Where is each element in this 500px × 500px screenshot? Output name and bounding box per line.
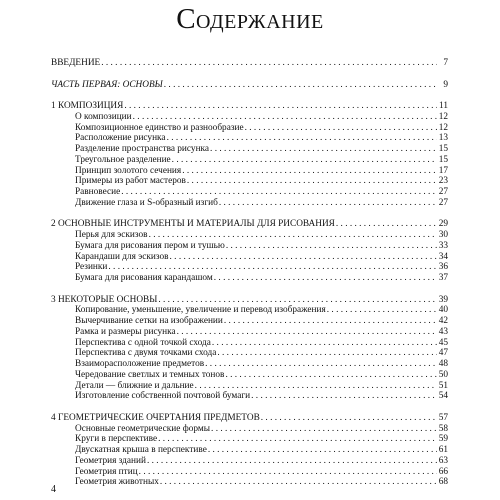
toc-entry-sub[interactable] xyxy=(51,133,448,144)
page-number: 4 xyxy=(51,484,56,495)
toc-entry-title: Резинки xyxy=(75,262,108,273)
toc-entry-sub[interactable] xyxy=(51,198,448,209)
toc-dot-leader xyxy=(160,477,437,488)
toc-entry-title: Детали — ближние и дальние xyxy=(75,380,194,391)
toc-dot-leader xyxy=(251,391,437,402)
toc-dot-leader xyxy=(158,434,437,445)
toc-dot-leader xyxy=(214,273,437,284)
toc-spacer xyxy=(51,209,448,220)
toc-entry-title: ЧАСТЬ ПЕРВАЯ: ОСНОВЫ xyxy=(51,79,163,90)
toc-entry-sub[interactable] xyxy=(51,445,448,456)
toc-dot-leader xyxy=(133,112,437,123)
toc-entry-sub[interactable] xyxy=(51,112,448,123)
toc-dot-leader xyxy=(195,381,437,392)
toc-entry-sub[interactable] xyxy=(51,434,448,445)
toc-dot-leader xyxy=(210,144,437,155)
toc-entry-page: 12 xyxy=(438,111,448,122)
page-title: Содержание xyxy=(176,3,324,35)
toc-entry-title: О композиции xyxy=(75,111,132,122)
toc-entry-title: ВВЕДЕНИЕ xyxy=(51,58,101,68)
toc-entry-chapter[interactable] xyxy=(51,219,448,230)
toc-dot-leader xyxy=(217,348,437,359)
toc-entry-sub[interactable] xyxy=(51,273,448,284)
toc-entry-title: Перспектива с одной точкой схода xyxy=(75,337,211,348)
toc-entry-title: 2 ОСНОВНЫЕ ИНСТРУМЕНТЫ И МАТЕРИАЛЫ ДЛЯ РИСОВАНИЯ xyxy=(51,219,335,230)
toc-entry-sub[interactable] xyxy=(51,456,448,467)
toc-entry-page: 42 xyxy=(438,316,448,326)
toc-entry-page: 50 xyxy=(438,369,448,380)
toc-entry-sub[interactable] xyxy=(51,305,448,316)
toc-entry-sub[interactable] xyxy=(51,187,448,198)
toc-entry-title: Основные геометрические формы xyxy=(75,423,211,434)
toc-entry-sub[interactable] xyxy=(51,176,448,187)
toc-dot-leader xyxy=(101,58,437,69)
toc-entry-page: 45 xyxy=(438,337,448,348)
toc-dot-leader xyxy=(164,80,437,91)
toc-entry-sub[interactable] xyxy=(51,359,448,370)
toc-entry-page: 13 xyxy=(438,133,448,144)
toc-entry-page: 57 xyxy=(438,412,448,423)
toc-entry-sub[interactable] xyxy=(51,123,448,134)
toc-dot-leader xyxy=(177,327,437,338)
toc-entry-page: 37 xyxy=(438,273,448,283)
toc-entry-page: 34 xyxy=(438,251,448,262)
toc-dot-leader xyxy=(147,456,437,467)
toc-entry-page: 61 xyxy=(438,445,448,455)
toc-entry-title: Примеры из работ мастеров xyxy=(75,176,186,187)
toc-entry-title: Чередование светлых и темных тонов xyxy=(75,369,225,380)
toc-entry-page: 9 xyxy=(443,79,448,90)
toc-dot-leader xyxy=(187,176,437,187)
toc-dot-leader xyxy=(336,219,437,230)
toc-entry-page: 48 xyxy=(438,359,448,369)
toc-entry-title: Композиционное единство и разнообразие xyxy=(75,122,244,133)
toc-entry-page: 51 xyxy=(438,380,448,391)
toc-entry-title: 4 ГЕОМЕТРИЧЕСКИЕ ОЧЕРТАНИЯ ПРЕДМЕТОВ xyxy=(51,412,260,423)
toc-entry-title: Движение глаза и S-образный изгиб xyxy=(75,197,218,208)
toc-entry-page: 66 xyxy=(438,466,448,477)
toc-spacer xyxy=(51,402,448,413)
toc-dot-leader xyxy=(170,252,437,263)
toc-entry-title: Бумага для рисования карандашом xyxy=(75,273,213,283)
toc-entry-page: 29 xyxy=(438,219,448,230)
toc-entry-title: Изготовление собственной почтовой бумаги xyxy=(75,391,251,402)
toc-entry-page: 54 xyxy=(438,391,448,402)
toc-dot-leader xyxy=(208,445,437,456)
toc-dot-leader xyxy=(225,370,437,381)
toc-entry-sub[interactable] xyxy=(51,338,448,349)
toc-entry-page: 15 xyxy=(438,144,448,154)
toc-dot-leader xyxy=(172,155,437,166)
toc-entry-page: 47 xyxy=(438,348,448,359)
toc-entry-page: 33 xyxy=(438,240,448,251)
toc-dot-leader xyxy=(212,338,437,349)
toc-entry-title: Бумага для рисования пером и тушью xyxy=(75,240,225,251)
toc-entry-title: Принцип золотого сечения xyxy=(75,165,182,176)
toc-dot-leader xyxy=(226,241,437,252)
toc-dot-leader xyxy=(182,166,437,177)
toc-entry-page: 58 xyxy=(438,423,448,434)
toc-entry-page: 30 xyxy=(438,230,448,240)
toc-entry-title: Разделение пространства рисунка xyxy=(75,144,210,154)
toc-entry-title: Перья для эскизов xyxy=(75,230,148,240)
toc-entry-title: Расположение рисунка xyxy=(75,133,166,144)
toc-entry-sub[interactable] xyxy=(51,348,448,359)
toc-entry-page: 59 xyxy=(438,434,448,445)
toc-entry-page: 12 xyxy=(438,122,448,133)
toc-dot-leader xyxy=(205,359,437,370)
toc-entry-title: Двускатная крыша в перспективе xyxy=(75,445,207,455)
toc-dot-leader xyxy=(245,123,437,134)
toc-entry-page: 15 xyxy=(438,154,448,165)
toc-entry-sub[interactable] xyxy=(51,370,448,381)
toc-entry-page: 36 xyxy=(438,262,448,273)
toc-entry-sub[interactable] xyxy=(51,252,448,263)
toc-entry-title: Геометрия птиц xyxy=(75,466,138,477)
toc-entry-page: 7 xyxy=(443,58,448,68)
toc-entry-part[interactable] xyxy=(51,80,448,91)
toc-entry-page: 40 xyxy=(438,305,448,316)
toc-entry-page: 17 xyxy=(438,165,448,176)
toc-entry-sub[interactable] xyxy=(51,327,448,338)
toc-dot-leader xyxy=(108,262,437,273)
toc-entry-title: Круги в перспективе xyxy=(75,434,158,445)
toc-dot-leader xyxy=(124,101,437,112)
toc-entry-page: 27 xyxy=(438,187,448,197)
toc-entry-sub[interactable] xyxy=(51,166,448,177)
toc-dot-leader xyxy=(211,424,437,435)
toc-entry-chapter[interactable] xyxy=(51,58,448,69)
toc-entry-title: 3 НЕКОТОРЫЕ ОСНОВЫ xyxy=(51,294,158,305)
toc-spacer xyxy=(51,284,448,295)
toc-entry-title: Взаиморасположение предметов xyxy=(75,359,205,369)
toc-entry-page: 39 xyxy=(438,294,448,305)
toc-entry-title: Геометрия зданий xyxy=(75,455,146,466)
toc-entry-page: 23 xyxy=(438,176,448,187)
toc-entry-sub[interactable] xyxy=(51,381,448,392)
toc-entry-sub[interactable] xyxy=(51,424,448,435)
toc-entry-page: 43 xyxy=(438,326,448,337)
toc-entry-sub[interactable] xyxy=(51,477,448,488)
toc-spacer xyxy=(51,69,448,80)
toc-entry-page: 11 xyxy=(439,101,448,111)
toc-entry-sub[interactable] xyxy=(51,155,448,166)
toc-entry-chapter[interactable] xyxy=(51,413,448,424)
toc-spacer xyxy=(51,90,448,101)
toc-dot-leader xyxy=(149,230,437,241)
toc-entry-title: Равновесие xyxy=(75,187,121,197)
toc-entry-page: 63 xyxy=(438,455,448,466)
toc-entry-chapter[interactable] xyxy=(51,295,448,306)
toc-entry-sub[interactable] xyxy=(51,241,448,252)
toc-entry-title: Перспектива с двумя точками схода xyxy=(75,348,217,359)
toc-entry-title: Карандаши для эскизов xyxy=(75,251,169,262)
toc-entry-sub[interactable] xyxy=(51,316,448,327)
toc-dot-leader xyxy=(327,305,437,316)
toc-dot-leader xyxy=(167,133,437,144)
toc-dot-leader xyxy=(121,187,437,198)
toc-entry-sub[interactable] xyxy=(51,262,448,273)
toc-entry-sub[interactable] xyxy=(51,144,448,155)
toc-entry-title: Копирование, уменьшение, увеличение и перевод изображения xyxy=(75,305,326,316)
table-of-contents xyxy=(51,58,448,488)
toc-entry-page: 68 xyxy=(438,477,448,488)
toc-entry-chapter[interactable] xyxy=(51,101,448,112)
toc-dot-leader xyxy=(139,467,437,478)
toc-entry-title: Геометрия животных xyxy=(75,477,159,488)
toc-dot-leader xyxy=(219,198,437,209)
toc-entry-sub[interactable] xyxy=(51,230,448,241)
toc-dot-leader xyxy=(224,316,437,327)
toc-entry-sub[interactable] xyxy=(51,391,448,402)
toc-entry-title: Рамка и размеры рисунка xyxy=(75,326,176,337)
toc-dot-leader xyxy=(158,295,437,306)
toc-dot-leader xyxy=(261,413,437,424)
toc-entry-sub[interactable] xyxy=(51,467,448,478)
toc-entry-page: 27 xyxy=(438,197,448,208)
toc-entry-title: 1 КОМПОЗИЦИЯ xyxy=(51,101,124,111)
toc-entry-title: Треугольное разделение xyxy=(75,154,171,165)
toc-entry-title: Вычерчивание сетки на изображении xyxy=(75,316,223,326)
